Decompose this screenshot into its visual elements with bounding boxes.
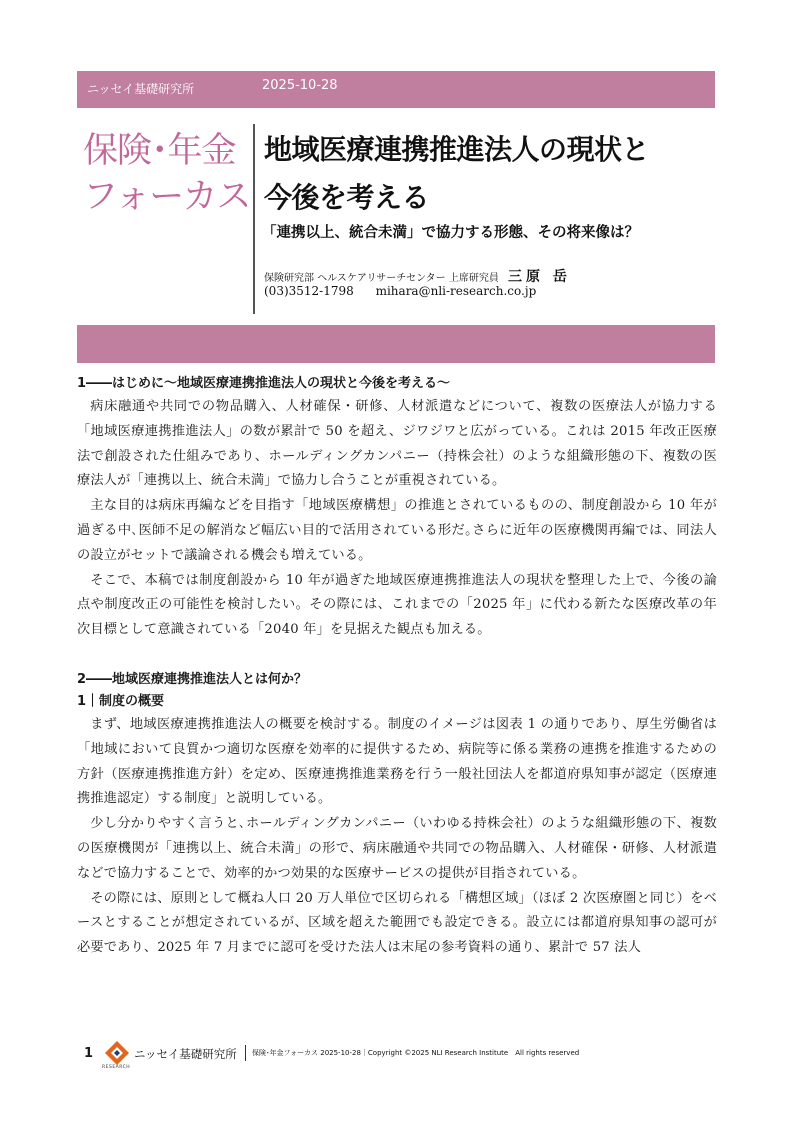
page-number: 1	[84, 1046, 94, 1061]
article-body	[77, 374, 717, 961]
nli-logo-icon	[104, 1040, 130, 1066]
header-org: ニッセイ基礎研究所	[87, 82, 195, 96]
footer-info: 保険･年金フォーカス 2025-10-28｜Copyright ©2025 NLI Research Institute All rights reserved	[252, 1049, 580, 1057]
footer-separator	[245, 1045, 246, 1061]
paragraph: まず、地域医療連携推進法人の概要を検討する。制度のイメージは図表 1 の通りであり、厚生労働省は「地域において良質かつ適切な医療を効率的に提供するため、病院等に係る業務の連携を推進するための方針（医療連携推進方針）を定め、医療連携推進業務を行う一般社団法人を都道府県知事が認定（医療連携推進認定）する制度」と説明している。	[77, 716, 717, 807]
section-heading-1: 1――はじめに～地域医療連携推進法人の現状と今後を考える～	[77, 376, 451, 391]
subsection-heading: 1｜制度の概要	[77, 693, 165, 709]
page-title-line1: 地域医療連携推進法人の現状と	[264, 133, 650, 166]
paragraph: 少し分かりやすく言うと､ホールディングカンパニー（いわゆる持株会社）のような組織形態の下、複数の医療機関が「連携以上、統合未満」の形で、病床融通や共同での物品購入、人材確保・研修、人材派遣などで協力することで、効率的かつ効果的な医療サービスの提供が目指されている。	[77, 816, 717, 881]
page-title-line2: 今後を考える	[264, 181, 430, 214]
section-heading-2: 2――地域医療連携推進法人とは何か？	[77, 671, 308, 687]
title-divider	[253, 124, 255, 314]
series-title-line1: 保険･年金	[83, 131, 236, 171]
page-subtitle: 「連携以上、統合未満」で協力する形態、その将来像は？	[262, 225, 639, 241]
summary-band	[77, 325, 715, 363]
footer-brand: ニッセイ基礎研究所	[134, 1047, 237, 1061]
paragraph: そこで、本稿では制度創設から 10 年が過ぎた地域医療連携推進法人の現状を整理した上で、今後の論点や制度改正の可能性を検討したい。その際には、これまでの「2025 年」に代わる新たな医療改革の年次目標として意識されている「2040 年」を見据えた観点も加える。	[77, 572, 717, 638]
author-email[interactable]: mihara@nli-research.co.jp	[375, 284, 537, 298]
header-bar	[77, 71, 715, 108]
logo-research-text: RESEARCH	[102, 1065, 131, 1070]
author-contact	[264, 284, 536, 298]
series-title	[83, 128, 251, 220]
section-gap	[77, 643, 717, 669]
page-footer	[84, 1040, 724, 1072]
paragraph: 主な目的は病床再編などを目指す「地域医療構想」の推進とされているものの、制度創設から 10 年が過ぎる中､医師不足の解消など幅広い目的で活用されている形だ｡さらに近年の医療機関再編では、同法人の設立がセットで議論される機会も増えている。	[77, 498, 717, 563]
author-line	[264, 266, 571, 286]
paragraph: その際には、原則として概ね人口 20 万人単位で区切られる「構想区域」（ほぼ 2 次医療圏と同じ）をベースとすることが想定されているが、区域を超えた範囲でも設定できる。設立には都道府県知事の認可が必要であり、2025 年 7 月までに認可を受けた法人は末尾の参考資料の通り、累計で 57 法人	[77, 890, 717, 956]
author-affiliation: 保険研究部 ヘルスケアリサーチセンター 上席研究員	[264, 273, 499, 284]
paragraph: 病床融通や共同での物品購入、人材確保・研修、人材派遣などについて、複数の医療法人が協力する「地域医療連携推進法人」の数が累計で 50 を超え、ジワジワと広がっている。これは 2015 年改正医療法で創設された仕組みであり、ホールディングカンパニー（持株会社）のような組織形態の下、複数の医療法人が「連携以上、統合未満」で協力し合うことが重視されている。	[77, 399, 717, 489]
series-title-line2: フォーカス	[83, 177, 251, 217]
author-name: 三原 岳	[508, 269, 571, 285]
author-phone: (03)3512-1798	[264, 284, 354, 298]
page-title	[264, 126, 649, 222]
header-date: 2025-10-28	[262, 78, 338, 93]
